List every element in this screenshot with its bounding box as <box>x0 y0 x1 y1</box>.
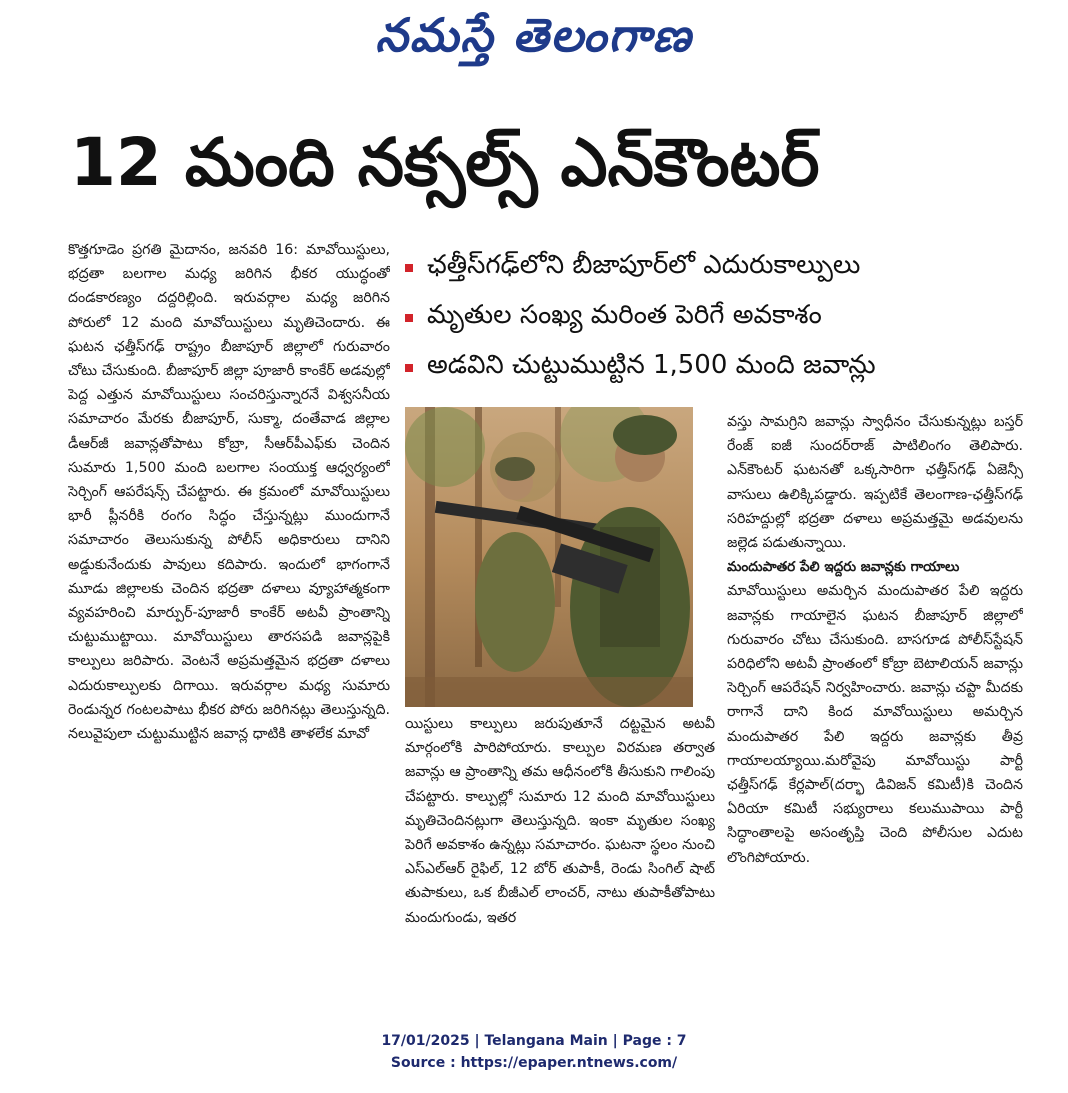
bullet-square-icon <box>405 264 413 272</box>
news-photo <box>405 407 693 707</box>
bullet-text: అడవిని చుట్టుముట్టిన 1,500 మంది జవాన్లు <box>427 350 876 380</box>
article-subheading: మందుపాతర పేలి ఇద్దరు జవాన్లకు గాయాలు <box>727 559 960 576</box>
bullet-text: మృతుల సంఖ్య మరింత పెరిగే అవకాశం <box>427 300 822 330</box>
headline: 12 మంది నక్సల్స్ ఎన్‌కౌంటర్ <box>70 124 820 201</box>
article-column-1 <box>68 238 390 1024</box>
bullet-item <box>405 293 1025 343</box>
bullet-item <box>405 343 1025 393</box>
article-paragraph: వస్తు సామగ్రిని జవాన్లు స్వాధీనం చేసుకున్నట్లు బస్తర్ రేంజ్ ఐజీ సుందర్‌రాజ్ పాటిలింగం తెలిపారు. ఎన్‌కౌంటర్ ఘటనతో ఒక్కసారిగా ఛత్తీస్‌గఢ్ ఏజెన్సీ వాసులు ఉలిక్కిపడ్డారు. ఇప్పటికే తెలంగాణ-ఛత్తీస్‌గఢ్ సరిహద్దుల్లో భద్రతా దళాలు అప్రమత్తమై అడవులను జల్లెడ పడుతున్నాయి. <box>727 414 1023 552</box>
footer-date-page: 17/01/2025 | Telangana Main | Page : 7 <box>381 1033 687 1049</box>
bullet-square-icon <box>405 314 413 322</box>
highlight-bullets <box>405 243 1025 393</box>
article-column-3 <box>727 410 1023 1024</box>
article-column-2 <box>405 712 715 1024</box>
footer-source: Source : https://epaper.ntnews.com/ <box>390 1055 678 1071</box>
bullet-text: ఛత్తీస్‌గఢ్‌లోని బీజాపూర్‌లో ఎదురుకాల్పులు <box>427 250 861 280</box>
article-paragraph: మావోయిస్టులు అమర్చిన మందుపాతర పేలి ఇద్దరు జవాన్లకు గాయాలైన ఘటన బీజాపూర్ జిల్లాలో గురువారం చోటు చేసుకుంది. బాసగూడ పోలీస్‌స్టేషన్ పరిధిలోని అటవీ ప్రాంతంలో కోబ్రా బెటాలియన్ జవాన్లు సెర్చింగ్ ఆపరేషన్ నిర్వహించారు. జవాన్లు చప్టా మీదకు రాగానే దాని కింద మావోయిస్టులు అమర్చిన మందుపాతర పేలి ఇద్దరు జవాన్లకు తీవ్ర గాయాలయ్యాయి.మరోవైపు మావోయిస్టు పార్టీ ఛత్తీస్‌గఢ్ కేర్లపాల్(దర్భా డివిజన్ కమిటీ)కి చెందిన ఏరియా కమిటీ సభ్యురాలు కలుముపాయి పార్టీ సిద్ధాంతాలపై అసంతృప్తి చెంది పోలీసుల ఎదుట లొంగిపోయారు. <box>727 583 1023 866</box>
article-paragraph: కొత్తగూడెం ప్రగతి మైదానం, జనవరి 16: మావోయిస్టులు, భద్రతా బలగాల మధ్య జరిగిన భీకర యుద్ధంతో దండకారణ్యం దద్దరిల్లింది. ఇరువర్గాల మధ్య జరిగిన పోరులో 12 మంది మావోయిస్టులు మృతిచెందారు. ఈ ఘటన ఛత్తీస్‌గఢ్ రాష్ట్రం బీజాపూర్ జిల్లాలో గురువారం చోటు చేసుకుంది. బీజాపూర్ జిల్లా పూజారీ కాంకేర్ అడవుల్లో పెద్ద ఎత్తున మావోయిస్టులు సంచరిస్తున్నారనే విశ్వసనీయ సమాచారం మేరకు బీజాపూర్, సుక్మా, దంతేవాడ జిల్లాల డీఆర్‌జీ జవాన్లతోపాటు కోబ్రా, సీఆర్‌పీఎఫ్‌కు చెందిన సుమారు 1,500 మంది బలగాల సంయుక్త ఆధ్వర్యంలో సెర్చింగ్ ఆపరేషన్స్ చేపట్టారు. ఈ క్రమంలో మావోయిస్టులు భారీ ప్లీనరీకి రంగం సిద్ధం చేస్తున్నట్లు ముందుగానే సమాచారం తెలుసుకున్న పోలీస్ అధికారులు దానిని అడ్డుకునేందుకు పావులు కదిపారు. ఇందులో భాగంగానే మూడు జిల్లాలకు చెందిన భద్రతా దళాలు వ్యూహాత్మకంగా వ్యవహరించి మార్పుర్-పూజారీ కాంకేర్ అటవీ ప్రాంతాన్ని చుట్టుముట్టాయి. మావోయిస్టులు తారసపడి జవాన్లపైకి కాల్పులు జరిపారు. వెంటనే అప్రమత్తమైన భద్రతా దళాలు ఎదురుకాల్పులకు దిగాయి. ఇరువర్గాల మధ్య సుమారు రెండున్నర గంటలపాటు భీకర పోరు జరిగినట్లు తెలుస్తున్నది. నలువైపులా చుట్టుముట్టిన జవాన్ల ధాటికి తాళలేక మావో <box>68 242 390 743</box>
masthead-logo <box>0 8 1068 74</box>
masthead-title: నమస్తే తెలంగాణ <box>375 8 693 62</box>
bullet-square-icon <box>405 364 413 372</box>
bullet-item <box>405 243 1025 293</box>
article-paragraph: యిస్టులు కాల్పులు జరుపుతూనే దట్టమైన అటవీ మార్గంలోకి పారిపోయారు. కాల్పుల విరమణ తర్వాత జవాన్లు ఆ ప్రాంతాన్ని తమ ఆధీనంలోకి తీసుకుని గాలింపు చేపట్టారు. కాల్పుల్లో సుమారు 12 మంది మావోయిస్టులు మృతిచెందినట్లుగా తెలుస్తున్నది. ఇంకా మృతుల సంఖ్య పెరిగే అవకాశం ఉన్నట్లు సమాచారం. ఘటనా స్థలం నుంచి ఎస్‌ఎల్‌ఆర్ రైఫిల్, 12 బోర్ తుపాకీ, రెండు సింగిల్ షాట్ తుపాకులు, ఒక బీజీఎల్ లాంచర్, నాటు తుపాకీతోపాటు మందుగుండు, ఇతర <box>405 716 715 926</box>
